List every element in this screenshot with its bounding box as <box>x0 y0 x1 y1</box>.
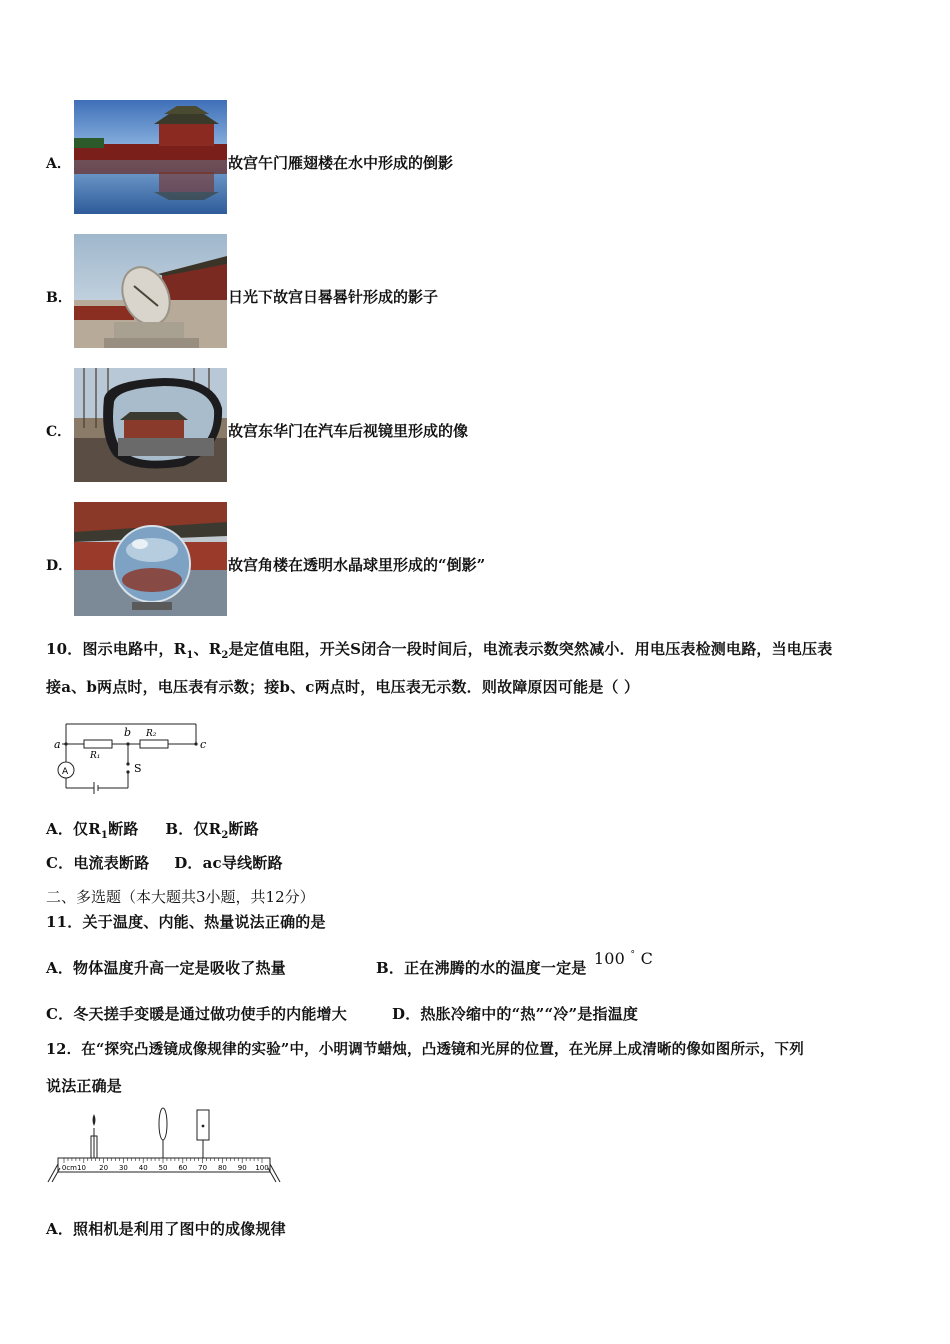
q11-option-c: C．冬天搓手变暖是通过做功使手的内能增大 <box>46 1005 347 1023</box>
ammeter-label: A <box>62 767 69 777</box>
ruler-tick-label: 20 <box>99 1164 109 1172</box>
option-a-text: 故宫午门雁翅楼在水中形成的倒影 <box>228 154 454 172</box>
boiling-temp-value: 100 <box>593 949 626 968</box>
sundial-photo <box>74 234 227 348</box>
node-a-label: a <box>54 738 61 751</box>
r1-label: R₁ <box>90 751 101 761</box>
q11-stem: 11．关于温度、内能、热量说法正确的是 <box>46 913 326 931</box>
ruler-tick-label: 90 <box>237 1164 247 1172</box>
node-b-label: b <box>124 726 132 739</box>
ruler-tick-label: 50 <box>158 1164 168 1172</box>
ruler-tick-label: 40 <box>138 1164 148 1172</box>
ruler-tick-label: 80 <box>217 1164 227 1172</box>
ruler-tick-label: 30 <box>118 1164 128 1172</box>
node-c-label: c <box>200 738 207 751</box>
switch-label: S <box>134 762 142 775</box>
palace-reflection-photo <box>74 100 227 214</box>
optical-bench-diagram <box>44 1106 284 1192</box>
car-mirror-photo <box>74 368 227 482</box>
ruler-tick-label: 60 <box>178 1164 188 1172</box>
section-heading: 二、多选题（本大题共3小题，共12分） <box>46 888 315 906</box>
q10-options-ab: A．仅$R_1$断路 B．仅$R_2$断路 <box>46 820 259 841</box>
ruler-tick-label: 0cm10 <box>61 1164 86 1172</box>
degree-sign: ° <box>630 950 636 960</box>
q10-circuit-diagram <box>54 720 214 804</box>
ruler-tick-label: 100 <box>255 1164 269 1172</box>
ruler-tick-label: 70 <box>198 1164 208 1172</box>
option-c-text: 故宫东华门在汽车后视镜里形成的像 <box>228 422 469 440</box>
r2-label: R₂ <box>146 729 157 739</box>
q10-stem-line1: 10．图示电路中，$R_1$、$R_2$是定值电阻，开关S闭合一段时间后，电流表示数突然减小．用电压表检测电路，当电压表 <box>46 640 833 661</box>
q11-option-a: A．物体温度升高一定是吸收了热量 <box>46 959 286 977</box>
option-d-text: 故宫角楼在透明水晶球里形成的“倒影” <box>228 556 486 574</box>
option-b-text: 日光下故宫日晷晷针形成的影子 <box>228 288 439 306</box>
q11-option-b: B．正在沸腾的水的温度一定是 100 ° C <box>376 949 654 977</box>
q11-option-d: D．热胀冷缩中的“热”“冷”是指温度 <box>392 1005 639 1023</box>
option-d-label: D． <box>46 558 73 574</box>
celsius-unit: C <box>640 949 654 968</box>
q12-option-a: A．照相机是利用了图中的成像规律 <box>46 1220 286 1238</box>
q12-stem-line2: 说法正确是 <box>46 1077 123 1095</box>
q12-stem-line1: 12．在“探究凸透镜成像规律的实验”中，小明调节蜡烛，凸透镜和光屏的位置，在光屏上成清晰的像如图所示，下列 <box>46 1041 804 1058</box>
crystal-ball-photo <box>74 502 227 616</box>
option-b-label: B． <box>46 290 72 306</box>
q10-options-cd: C．电流表断路 D．ac导线断路 <box>46 854 283 872</box>
option-c-label: C． <box>46 424 72 440</box>
option-a-label: A． <box>46 156 71 172</box>
q10-stem-line2: 接a、b两点时，电压表有示数；接b、c两点时，电压表无示数．则故障原因可能是（ ） <box>46 678 640 696</box>
